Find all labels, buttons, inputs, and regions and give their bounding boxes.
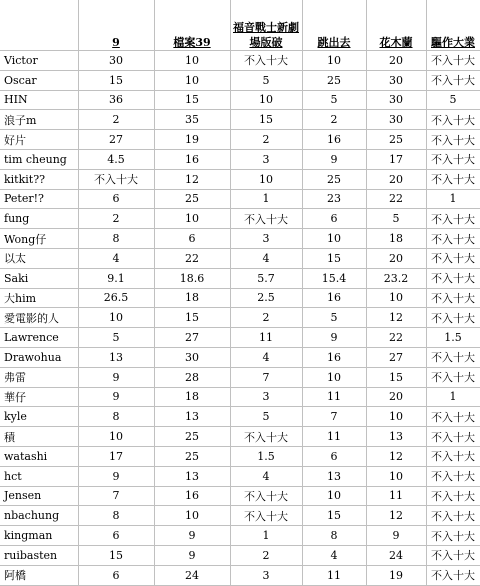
score-cell[interactable]: 25 xyxy=(302,169,366,189)
score-cell[interactable]: 30 xyxy=(366,110,426,130)
score-cell[interactable]: 15 xyxy=(230,110,302,130)
score-cell[interactable]: 19 xyxy=(154,130,230,150)
score-cell[interactable]: 10 xyxy=(78,308,154,328)
score-cell[interactable]: 10 xyxy=(302,367,366,387)
score-cell[interactable]: 不入十大 xyxy=(230,51,302,71)
score-cell[interactable]: 36 xyxy=(78,90,154,110)
table-row xyxy=(0,347,480,367)
score-cell[interactable]: 3 xyxy=(230,387,302,407)
row-name-cell[interactable]: Oscar xyxy=(0,70,78,90)
score-cell[interactable]: 不入十大 xyxy=(426,565,480,585)
score-cell[interactable]: 9 xyxy=(78,387,154,407)
score-cell[interactable]: 30 xyxy=(154,347,230,367)
score-cell[interactable]: 16 xyxy=(154,149,230,169)
table-row xyxy=(0,209,480,229)
row-name-cell[interactable]: HIN xyxy=(0,90,78,110)
score-cell[interactable]: 16 xyxy=(302,130,366,150)
score-cell[interactable]: 15 xyxy=(78,545,154,565)
score-cell[interactable]: 10 xyxy=(366,288,426,308)
score-cell[interactable]: 11 xyxy=(302,387,366,407)
score-cell[interactable]: 9 xyxy=(366,526,426,546)
score-cell[interactable]: 28 xyxy=(154,367,230,387)
score-cell[interactable]: 11 xyxy=(366,486,426,506)
score-cell[interactable]: 不入十大 xyxy=(426,149,480,169)
score-cell[interactable]: 10 xyxy=(154,70,230,90)
score-cell[interactable]: 2 xyxy=(302,110,366,130)
score-cell[interactable]: 4 xyxy=(230,248,302,268)
score-cell[interactable]: 6 xyxy=(302,446,366,466)
score-cell[interactable]: 13 xyxy=(78,347,154,367)
score-cell[interactable]: 20 xyxy=(366,51,426,71)
score-cell[interactable]: 5 xyxy=(230,70,302,90)
score-cell[interactable]: 9 xyxy=(154,545,230,565)
score-cell[interactable]: 15 xyxy=(302,506,366,526)
score-cell[interactable]: 19 xyxy=(366,565,426,585)
score-cell[interactable]: 不入十大 xyxy=(426,446,480,466)
score-cell[interactable]: 18 xyxy=(366,229,426,249)
score-cell[interactable]: 12 xyxy=(366,308,426,328)
score-cell[interactable]: 不入十大 xyxy=(426,407,480,427)
score-cell[interactable]: 16 xyxy=(302,288,366,308)
score-cell[interactable]: 13 xyxy=(154,466,230,486)
score-cell[interactable]: 25 xyxy=(366,130,426,150)
score-cell[interactable]: 4 xyxy=(302,545,366,565)
score-cell[interactable]: 9.1 xyxy=(78,268,154,288)
score-cell[interactable]: 不入十大 xyxy=(426,427,480,447)
row-name-cell[interactable]: Drawohua xyxy=(0,347,78,367)
score-cell[interactable]: 1.5 xyxy=(230,446,302,466)
table-row xyxy=(0,446,480,466)
score-cell[interactable]: 12 xyxy=(366,446,426,466)
score-cell[interactable]: 不入十大 xyxy=(426,545,480,565)
score-cell[interactable]: 25 xyxy=(154,189,230,209)
row-name-cell[interactable]: Wong仔 xyxy=(0,229,78,249)
score-cell[interactable]: 6 xyxy=(154,229,230,249)
row-name-cell[interactable]: Jensen xyxy=(0,486,78,506)
table-row xyxy=(0,149,480,169)
score-cell[interactable]: 15.4 xyxy=(302,268,366,288)
score-cell[interactable]: 10 xyxy=(302,51,366,71)
row-name-cell[interactable]: Lawrence xyxy=(0,328,78,348)
score-cell[interactable]: 18 xyxy=(154,288,230,308)
score-cell[interactable]: 12 xyxy=(154,169,230,189)
row-name-cell[interactable]: watashi xyxy=(0,446,78,466)
row-name-cell[interactable]: kyle xyxy=(0,407,78,427)
score-cell[interactable]: 6 xyxy=(302,209,366,229)
table-row xyxy=(0,427,480,447)
score-cell[interactable]: 1 xyxy=(230,189,302,209)
score-cell[interactable]: 13 xyxy=(302,466,366,486)
score-cell[interactable]: 23 xyxy=(302,189,366,209)
row-name-cell[interactable]: fung xyxy=(0,209,78,229)
row-name-cell[interactable]: 大him xyxy=(0,288,78,308)
score-cell[interactable]: 22 xyxy=(154,248,230,268)
score-cell[interactable]: 2 xyxy=(78,110,154,130)
row-name-cell[interactable]: kitkit?? xyxy=(0,169,78,189)
score-cell[interactable]: 4 xyxy=(78,248,154,268)
score-cell[interactable]: 20 xyxy=(366,169,426,189)
score-cell[interactable]: 17 xyxy=(366,149,426,169)
table-row xyxy=(0,486,480,506)
score-cell[interactable]: 不入十大 xyxy=(426,367,480,387)
score-cell[interactable]: 18.6 xyxy=(154,268,230,288)
score-cell[interactable]: 8 xyxy=(78,407,154,427)
score-cell[interactable]: 6 xyxy=(78,526,154,546)
score-cell[interactable]: 不入十大 xyxy=(426,288,480,308)
table-row xyxy=(0,407,480,427)
table-body xyxy=(0,51,480,586)
score-cell[interactable]: 25 xyxy=(302,70,366,90)
score-cell[interactable]: 8 xyxy=(302,526,366,546)
score-cell[interactable]: 27 xyxy=(366,347,426,367)
score-cell[interactable]: 不入十大 xyxy=(426,506,480,526)
score-cell[interactable]: 不入十大 xyxy=(426,70,480,90)
score-cell[interactable]: 不入十大 xyxy=(426,229,480,249)
score-cell[interactable]: 10 xyxy=(302,229,366,249)
score-cell[interactable]: 2 xyxy=(230,545,302,565)
score-cell[interactable]: 不入十大 xyxy=(426,169,480,189)
row-name-cell[interactable]: 弗雷 xyxy=(0,367,78,387)
header-cell-film-6[interactable]: 驅作大業 xyxy=(426,0,480,51)
score-cell[interactable]: 25 xyxy=(154,446,230,466)
score-cell[interactable]: 1 xyxy=(426,189,480,209)
row-name-cell[interactable]: tim cheung xyxy=(0,149,78,169)
score-cell[interactable]: 9 xyxy=(78,367,154,387)
score-cell[interactable]: 10 xyxy=(78,427,154,447)
score-cell[interactable]: 11 xyxy=(230,328,302,348)
score-cell[interactable]: 5 xyxy=(78,328,154,348)
score-cell[interactable]: 不入十大 xyxy=(426,209,480,229)
score-cell[interactable]: 10 xyxy=(154,209,230,229)
score-cell[interactable]: 30 xyxy=(366,70,426,90)
score-cell[interactable]: 10 xyxy=(366,466,426,486)
row-name-cell[interactable]: ruibasten xyxy=(0,545,78,565)
score-cell[interactable]: 6 xyxy=(78,189,154,209)
score-cell[interactable]: 不入十大 xyxy=(426,466,480,486)
score-cell[interactable]: 10 xyxy=(154,506,230,526)
score-cell[interactable]: 不入十大 xyxy=(78,169,154,189)
table-row xyxy=(0,526,480,546)
header-cell-film-4[interactable]: 跳出去 xyxy=(302,0,366,51)
score-cell[interactable]: 10 xyxy=(302,486,366,506)
score-cell[interactable]: 不入十大 xyxy=(426,248,480,268)
score-cell[interactable]: 11 xyxy=(302,565,366,585)
score-cell[interactable]: 23.2 xyxy=(366,268,426,288)
score-cell[interactable]: 2 xyxy=(78,209,154,229)
table-row xyxy=(0,545,480,565)
row-name-cell[interactable]: kingman xyxy=(0,526,78,546)
score-cell[interactable]: 6 xyxy=(78,565,154,585)
score-cell[interactable]: 5.7 xyxy=(230,268,302,288)
score-cell[interactable]: 不入十大 xyxy=(426,308,480,328)
score-cell[interactable]: 24 xyxy=(154,565,230,585)
table-row xyxy=(0,229,480,249)
score-cell[interactable]: 9 xyxy=(302,328,366,348)
score-cell[interactable]: 13 xyxy=(366,427,426,447)
score-cell[interactable]: 1 xyxy=(426,387,480,407)
header-cell-name[interactable] xyxy=(0,0,78,51)
score-cell[interactable]: 26.5 xyxy=(78,288,154,308)
table-row xyxy=(0,367,480,387)
score-cell[interactable]: 不入十大 xyxy=(230,209,302,229)
score-cell[interactable]: 4 xyxy=(230,347,302,367)
score-cell[interactable]: 5 xyxy=(230,407,302,427)
score-cell[interactable]: 4 xyxy=(230,466,302,486)
score-cell[interactable]: 9 xyxy=(154,526,230,546)
row-name-cell[interactable]: Peter!? xyxy=(0,189,78,209)
row-name-cell[interactable]: 積 xyxy=(0,427,78,447)
table-row xyxy=(0,169,480,189)
score-cell[interactable]: 24 xyxy=(366,545,426,565)
row-name-cell[interactable]: 好片 xyxy=(0,130,78,150)
score-cell[interactable]: 12 xyxy=(366,506,426,526)
score-cell[interactable]: 7 xyxy=(230,367,302,387)
row-name-cell[interactable]: hct xyxy=(0,466,78,486)
score-cell[interactable]: 3 xyxy=(230,229,302,249)
score-cell[interactable]: 13 xyxy=(154,407,230,427)
score-cell[interactable]: 9 xyxy=(302,149,366,169)
row-name-cell[interactable]: 浪子m xyxy=(0,110,78,130)
header-cell-film-5[interactable]: 花木蘭 xyxy=(366,0,426,51)
score-cell[interactable]: 16 xyxy=(302,347,366,367)
table-row xyxy=(0,248,480,268)
score-cell[interactable]: 22 xyxy=(366,328,426,348)
score-cell[interactable]: 不入十大 xyxy=(230,506,302,526)
header-cell-film-2[interactable]: 檔案39 xyxy=(154,0,230,51)
row-name-cell[interactable]: 華仔 xyxy=(0,387,78,407)
score-cell[interactable]: 不入十大 xyxy=(426,526,480,546)
score-cell[interactable]: 7 xyxy=(302,407,366,427)
score-cell[interactable]: 15 xyxy=(78,70,154,90)
score-cell[interactable]: 15 xyxy=(302,248,366,268)
table-row xyxy=(0,466,480,486)
score-cell[interactable]: 35 xyxy=(154,110,230,130)
score-cell[interactable]: 8 xyxy=(78,506,154,526)
score-cell[interactable]: 不入十大 xyxy=(230,427,302,447)
score-cell[interactable]: 2 xyxy=(230,130,302,150)
row-name-cell[interactable]: Victor xyxy=(0,51,78,71)
score-cell[interactable]: 8 xyxy=(78,229,154,249)
score-cell[interactable]: 27 xyxy=(78,130,154,150)
score-cell[interactable]: 2 xyxy=(230,308,302,328)
row-name-cell[interactable]: 阿橋 xyxy=(0,565,78,585)
table-row xyxy=(0,90,480,110)
score-cell[interactable]: 20 xyxy=(366,387,426,407)
row-name-cell[interactable]: nbachung xyxy=(0,506,78,526)
score-cell[interactable]: 5 xyxy=(302,90,366,110)
score-cell[interactable]: 7 xyxy=(78,486,154,506)
table-row xyxy=(0,130,480,150)
score-cell[interactable]: 20 xyxy=(366,248,426,268)
score-cell[interactable]: 3 xyxy=(230,565,302,585)
score-cell[interactable]: 9 xyxy=(78,466,154,486)
table-row xyxy=(0,328,480,348)
score-cell[interactable]: 4.5 xyxy=(78,149,154,169)
score-cell[interactable]: 不入十大 xyxy=(426,130,480,150)
score-cell[interactable]: 不入十大 xyxy=(426,51,480,71)
score-cell[interactable]: 27 xyxy=(154,328,230,348)
score-cell[interactable]: 不入十大 xyxy=(426,347,480,367)
score-cell[interactable]: 不入十大 xyxy=(230,486,302,506)
score-cell[interactable]: 18 xyxy=(154,387,230,407)
table-row xyxy=(0,308,480,328)
score-cell[interactable]: 5 xyxy=(302,308,366,328)
score-cell[interactable]: 15 xyxy=(154,90,230,110)
table-row xyxy=(0,506,480,526)
score-cell[interactable]: 不入十大 xyxy=(426,486,480,506)
score-cell[interactable]: 3 xyxy=(230,149,302,169)
header-cell-film-3[interactable]: 福音戰士新劇場版破 xyxy=(230,0,302,51)
score-cell[interactable]: 1.5 xyxy=(426,328,480,348)
score-cell[interactable]: 10 xyxy=(154,51,230,71)
table-row xyxy=(0,110,480,130)
score-cell[interactable]: 15 xyxy=(154,308,230,328)
score-cell[interactable]: 不入十大 xyxy=(426,268,480,288)
score-cell[interactable]: 2.5 xyxy=(230,288,302,308)
score-cell[interactable]: 30 xyxy=(78,51,154,71)
score-cell[interactable]: 不入十大 xyxy=(426,110,480,130)
row-name-cell[interactable]: Saki xyxy=(0,268,78,288)
row-name-cell[interactable]: 愛電影的人 xyxy=(0,308,78,328)
score-cell[interactable]: 10 xyxy=(366,407,426,427)
score-cell[interactable]: 10 xyxy=(230,169,302,189)
score-cell[interactable]: 25 xyxy=(154,427,230,447)
score-cell[interactable]: 17 xyxy=(78,446,154,466)
score-cell[interactable]: 16 xyxy=(154,486,230,506)
table-row xyxy=(0,70,480,90)
score-cell[interactable]: 11 xyxy=(302,427,366,447)
score-cell[interactable]: 15 xyxy=(366,367,426,387)
table-row xyxy=(0,565,480,585)
table-row xyxy=(0,189,480,209)
row-name-cell[interactable]: 以太 xyxy=(0,248,78,268)
score-cell[interactable]: 1 xyxy=(230,526,302,546)
score-cell[interactable]: 22 xyxy=(366,189,426,209)
score-cell[interactable]: 30 xyxy=(366,90,426,110)
header-row xyxy=(0,0,480,51)
table-row xyxy=(0,387,480,407)
score-cell[interactable]: 5 xyxy=(366,209,426,229)
table-row xyxy=(0,51,480,71)
score-cell[interactable]: 10 xyxy=(230,90,302,110)
score-cell[interactable]: 5 xyxy=(426,90,480,110)
header-cell-film-1[interactable]: 9 xyxy=(78,0,154,51)
table-row xyxy=(0,288,480,308)
table-row xyxy=(0,268,480,288)
